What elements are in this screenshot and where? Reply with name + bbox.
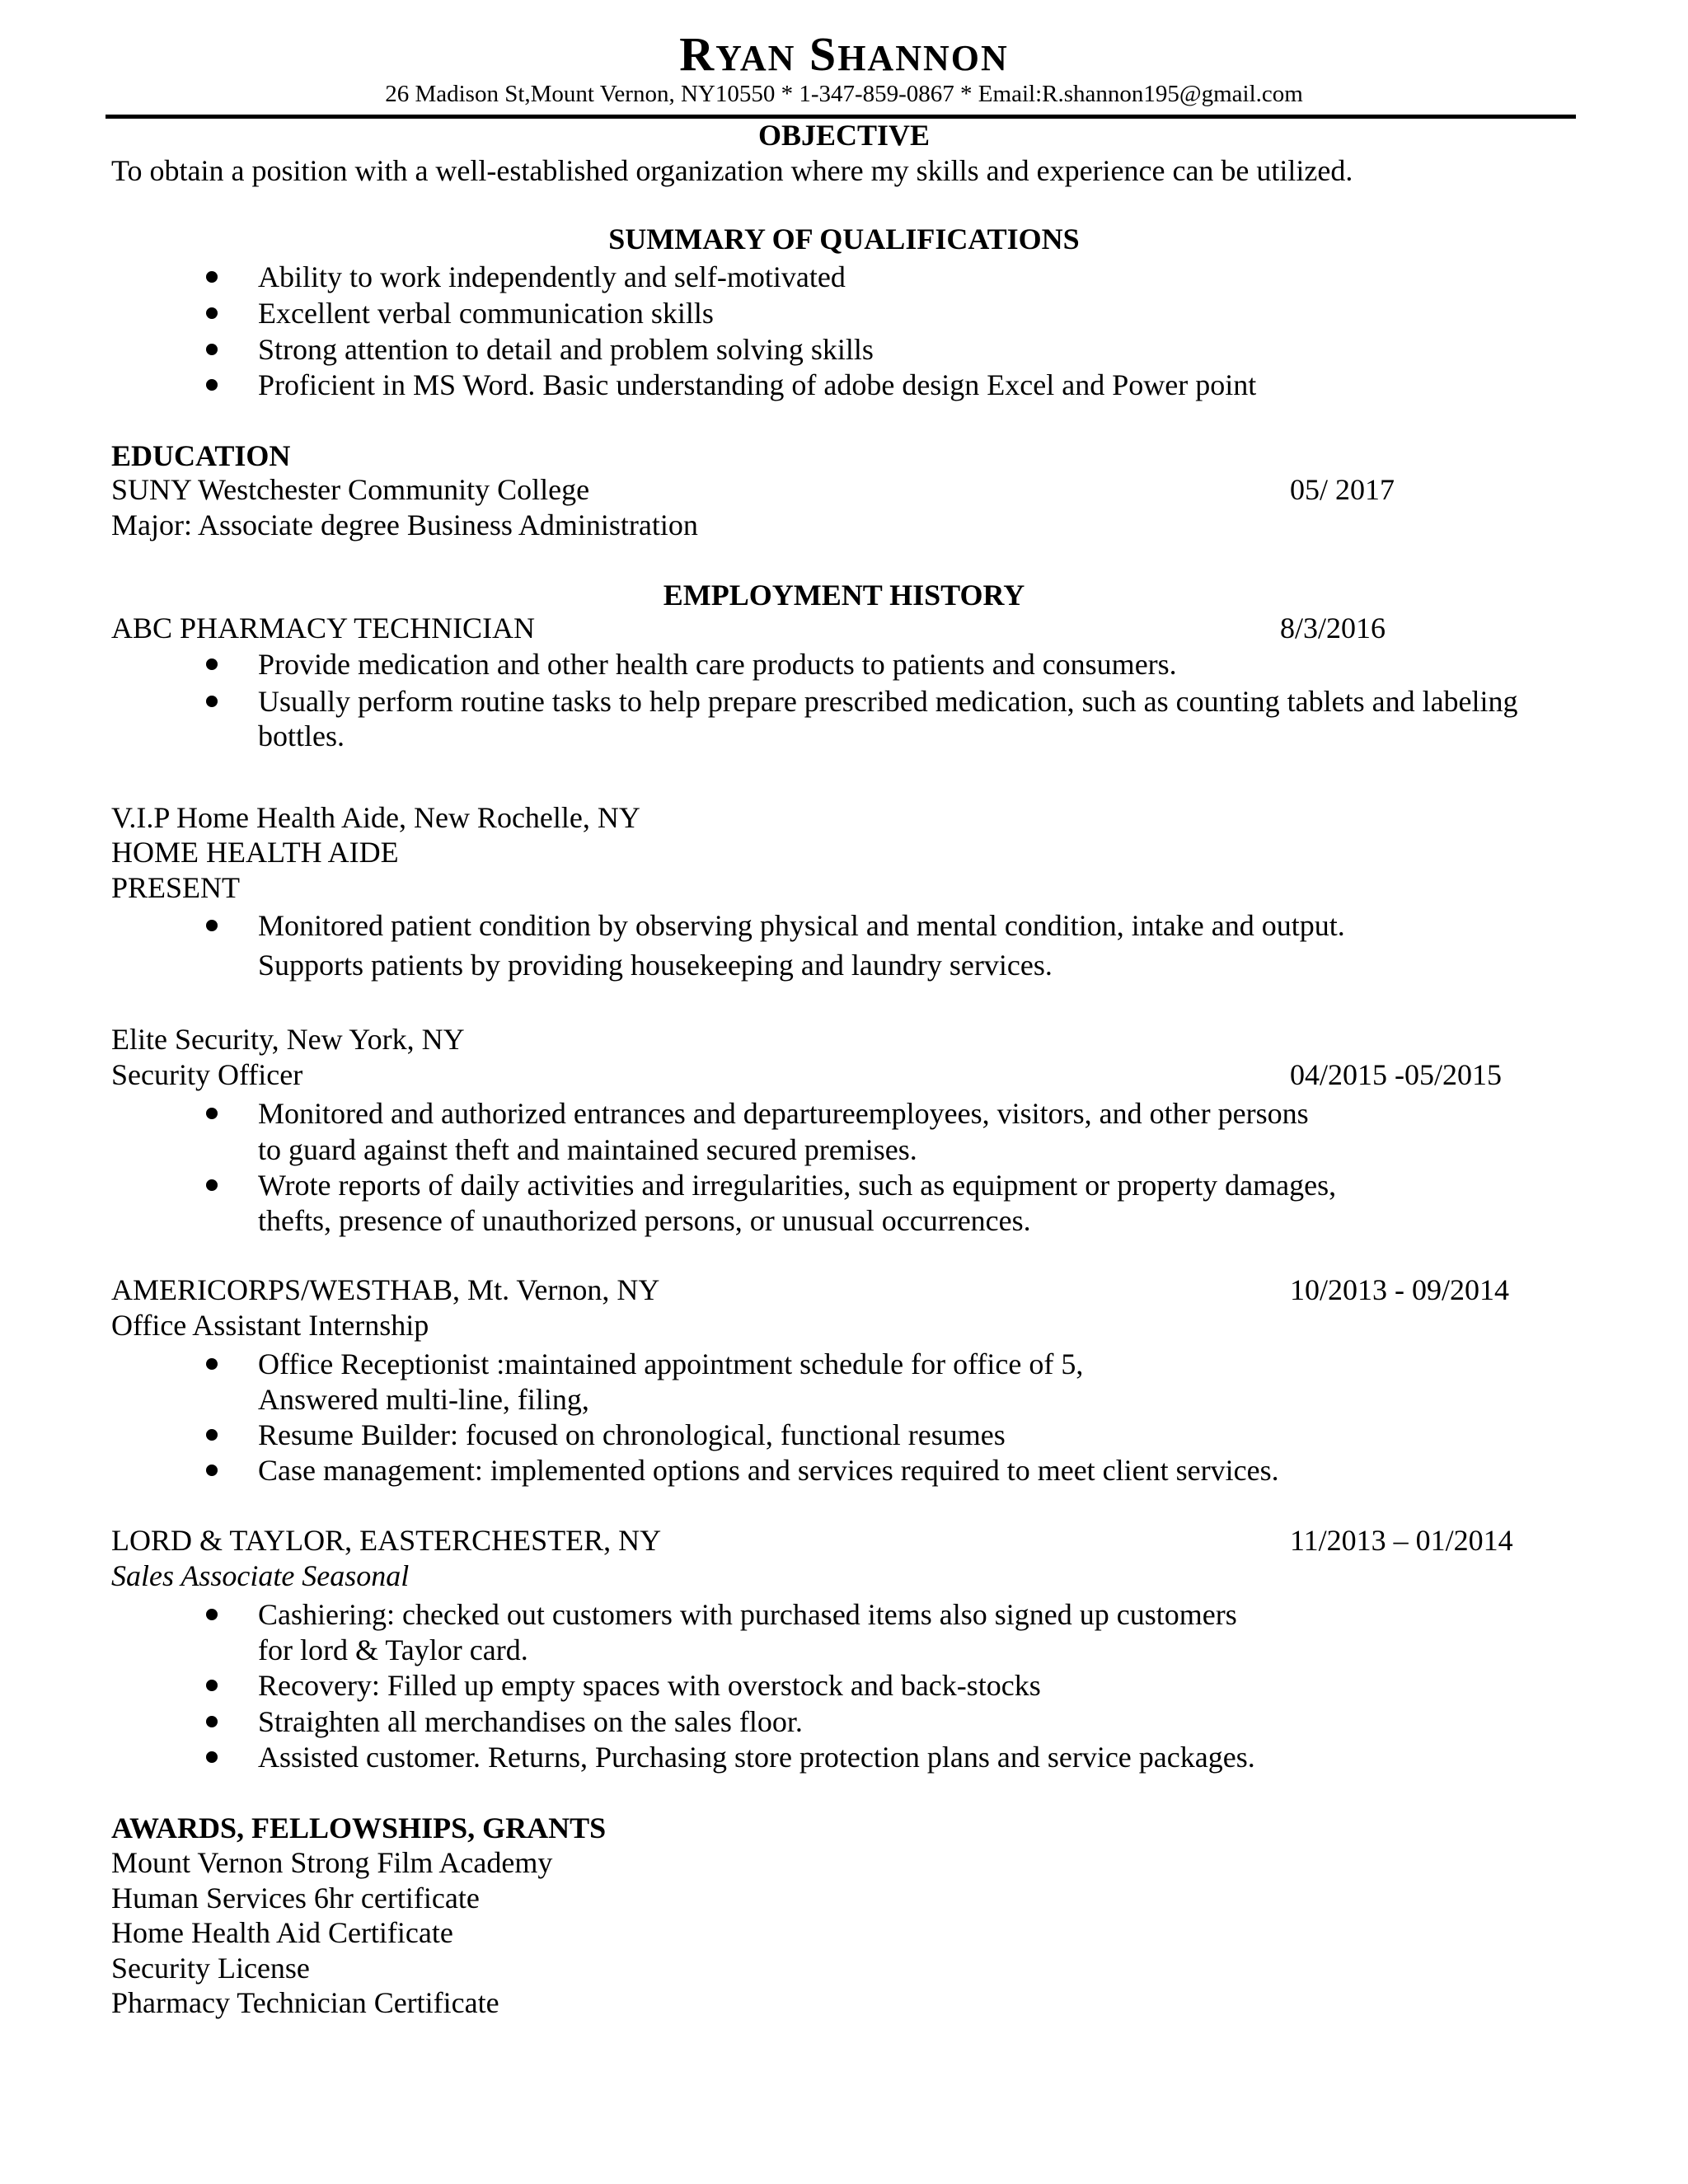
bullet-icon — [206, 1358, 218, 1370]
bullet-icon — [206, 379, 218, 391]
job-date: PRESENT — [111, 871, 241, 904]
name-last-initial: S — [809, 27, 838, 81]
job-bullet: Provide medication and other health care products to patients and consumers. — [258, 648, 1177, 681]
contact-line: 26 Madison St,Mount Vernon, NY10550 * 1-347-859-0867 * Email:R.shannon195@gmail.com — [385, 81, 1303, 107]
bullet-icon — [206, 1609, 218, 1620]
objective-text: To obtain a position with a well-established organization where my skills and experience can be utilized. — [111, 154, 1353, 187]
qualification-item: Excellent verbal communication skills — [258, 297, 714, 330]
bullet-icon — [206, 307, 218, 319]
job-employer: LORD & TAYLOR, EASTERCHESTER, NY — [111, 1524, 662, 1557]
award-item: Mount Vernon Strong Film Academy — [111, 1846, 553, 1879]
qualification-item: Ability to work independently and self-motivated — [258, 260, 846, 293]
job-title: Security Officer — [111, 1058, 303, 1091]
employment-heading: EMPLOYMENT HISTORY — [663, 579, 1025, 612]
bullet-icon — [206, 1716, 218, 1727]
job-bullet-continuation: to guard against theft and maintained secured premises. — [258, 1133, 917, 1166]
award-item: Home Health Aid Certificate — [111, 1916, 453, 1949]
job-employer: AMERICORPS/WESTHAB, Mt. Vernon, NY — [111, 1273, 660, 1306]
candidate-name — [0, 25, 1688, 88]
bullet-icon — [206, 658, 218, 670]
qualifications-heading: SUMMARY OF QUALIFICATIONS — [608, 223, 1080, 255]
job-bullet: Wrote reports of daily activities and irregularities, such as equipment or property damages, — [258, 1169, 1337, 1202]
bullet-icon — [206, 1429, 218, 1441]
bullet-icon — [206, 1680, 218, 1691]
bullet-icon — [206, 696, 218, 707]
award-item: Security License — [111, 1952, 310, 1985]
name-last-rest: HANNON — [837, 38, 1009, 78]
job-bullet: Case management: implemented options and services required to meet client services. — [258, 1454, 1279, 1487]
bullet-icon — [206, 920, 218, 931]
job-date: 11/2013 – 01/2014 — [1290, 1524, 1513, 1557]
education-school: SUNY Westchester Community College — [111, 473, 590, 506]
education-major: Major: Associate degree Business Administration — [111, 509, 698, 541]
job-bullet-continuation: bottles. — [258, 719, 345, 752]
objective-heading: OBJECTIVE — [757, 119, 931, 152]
job-bullet: Office Receptionist :maintained appointment schedule for office of 5, — [258, 1347, 1084, 1380]
qualification-item: Proficient in MS Word. Basic understanding of adobe design Excel and Power point — [258, 368, 1257, 401]
bullet-icon — [206, 344, 218, 355]
award-item: Human Services 6hr certificate — [111, 1882, 480, 1915]
education-heading: EDUCATION — [111, 439, 291, 472]
job-bullet: Supports patients by providing housekeeping and laundry services. — [258, 949, 1053, 982]
job-bullet: Monitored patient condition by observing physical and mental condition, intake and output. — [258, 909, 1345, 942]
bullet-icon — [206, 1465, 218, 1476]
job-date: 8/3/2016 — [1280, 612, 1386, 644]
job-title: Sales Associate Seasonal — [111, 1559, 410, 1592]
bullet-icon — [206, 271, 218, 283]
job-title: ABC PHARMACY TECHNICIAN — [111, 612, 536, 644]
job-bullet: Assisted customer. Returns, Purchasing store protection plans and service packages. — [258, 1741, 1255, 1774]
job-bullet: Recovery: Filled up empty spaces with overstock and back-stocks — [258, 1669, 1041, 1702]
job-bullet-continuation: Answered multi-line, filing, — [258, 1383, 589, 1416]
job-employer: Elite Security, New York, NY — [111, 1023, 465, 1056]
job-bullet: Straighten all merchandises on the sales floor. — [258, 1705, 803, 1738]
job-date: 04/2015 -05/2015 — [1290, 1058, 1502, 1091]
bullet-icon — [206, 1751, 218, 1763]
job-bullet: Cashiering: checked out customers with purchased items also signed up customers — [258, 1598, 1237, 1631]
job-bullet-continuation: thefts, presence of unauthorized persons, or unusual occurrences. — [258, 1204, 1031, 1237]
job-date: 10/2013 - 09/2014 — [1290, 1273, 1509, 1306]
education-date: 05/ 2017 — [1290, 473, 1395, 506]
job-bullet-continuation: for lord & Taylor card. — [258, 1633, 528, 1666]
awards-heading: AWARDS, FELLOWSHIPS, GRANTS — [111, 1811, 607, 1844]
job-bullet: Monitored and authorized entrances and departureemployees, visitors, and other persons — [258, 1097, 1309, 1130]
name-first-initial: R — [679, 27, 716, 81]
job-employer: V.I.P Home Health Aide, New Rochelle, NY — [111, 801, 640, 834]
job-title: Office Assistant Internship — [111, 1309, 429, 1342]
award-item: Pharmacy Technician Certificate — [111, 1986, 499, 2019]
bullet-icon — [206, 1108, 218, 1119]
name-first-rest: YAN — [715, 38, 796, 78]
bullet-icon — [206, 1179, 218, 1191]
job-bullet: Usually perform routine tasks to help prepare prescribed medication, such as counting tablets and labeling — [258, 685, 1518, 718]
job-bullet: Resume Builder: focused on chronological, functional resumes — [258, 1418, 1006, 1451]
qualification-item: Strong attention to detail and problem solving skills — [258, 333, 874, 366]
job-title: HOME HEALTH AIDE — [111, 836, 399, 869]
